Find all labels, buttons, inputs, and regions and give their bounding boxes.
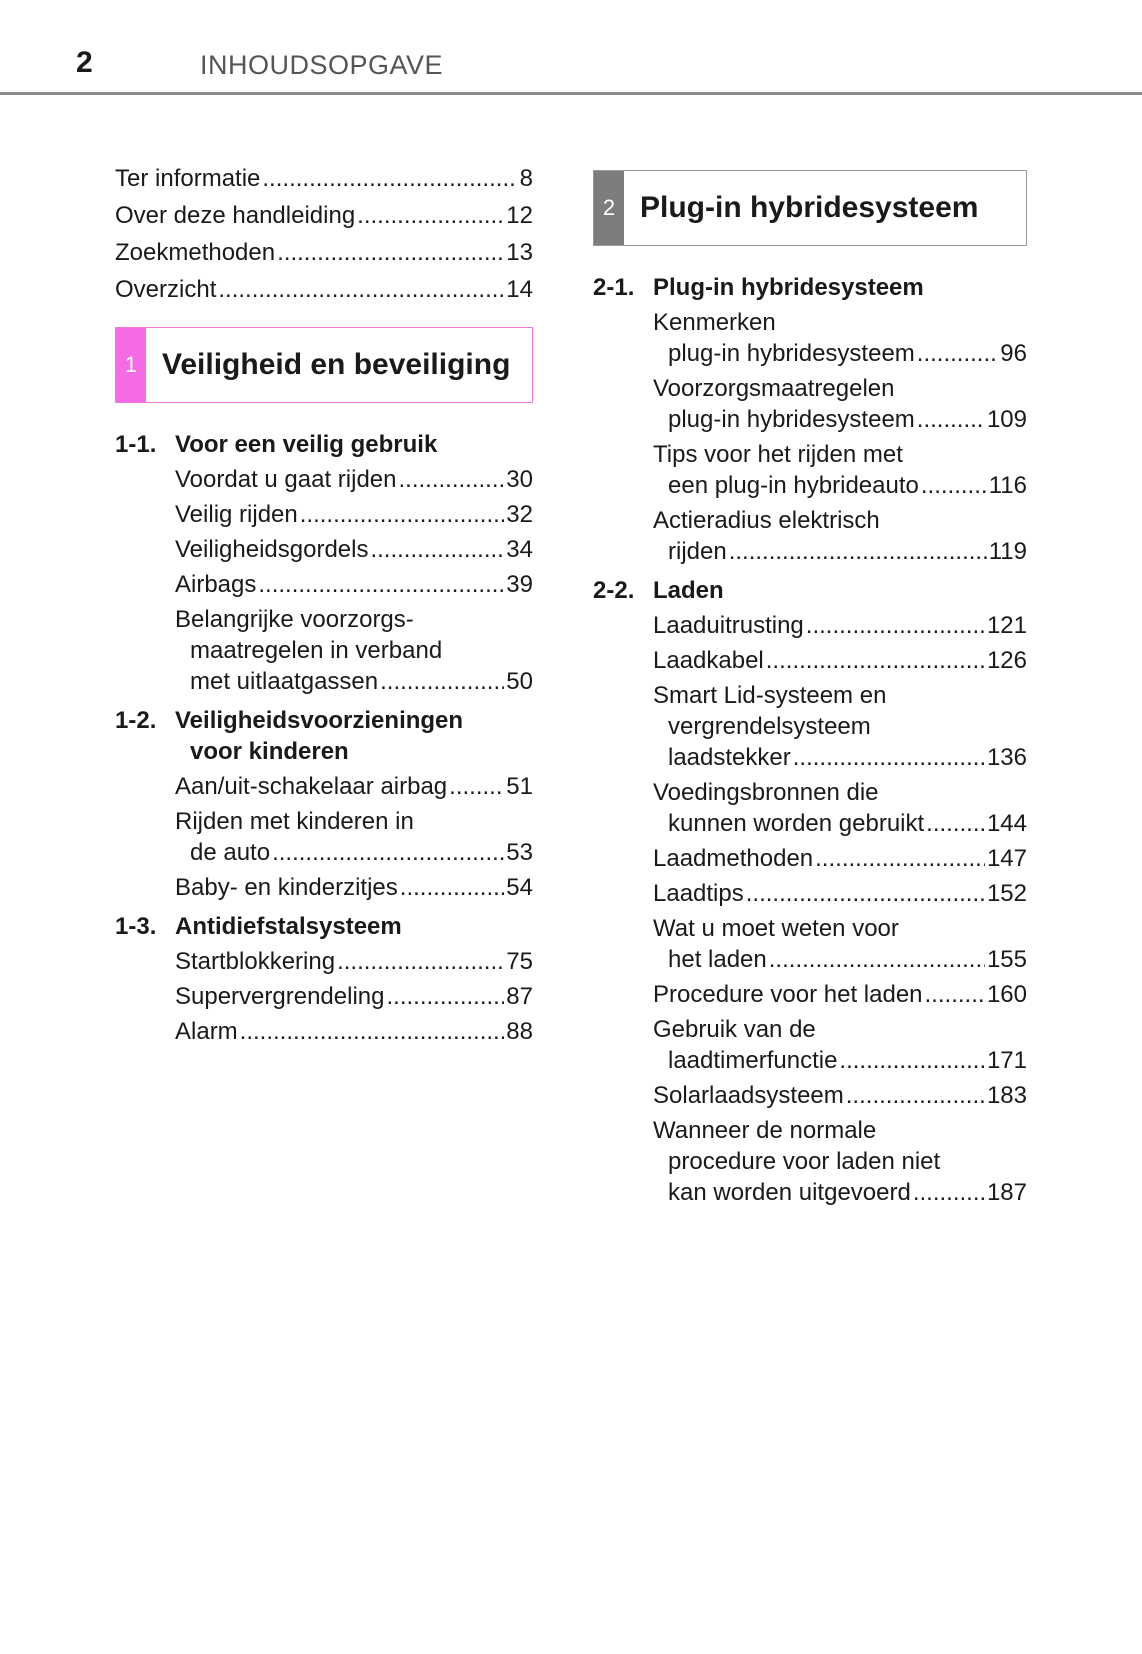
entry-title: de auto bbox=[190, 839, 271, 866]
section-number: 1-2. bbox=[115, 707, 157, 734]
section-title-line: Veiligheidsvoorzieningen bbox=[175, 707, 464, 734]
entry-title: Over deze handleiding bbox=[115, 202, 356, 229]
dot-leader bbox=[793, 742, 985, 773]
entry-title: Laadmethoden bbox=[653, 845, 814, 872]
toc-entry[interactable] bbox=[653, 1014, 1027, 1076]
entry-title: plug-in hybridesysteem bbox=[668, 406, 915, 433]
dot-leader bbox=[380, 666, 504, 697]
toc-entry-front[interactable] bbox=[115, 160, 533, 197]
dot-leader bbox=[806, 610, 985, 641]
running-title: INHOUDSOPGAVE bbox=[200, 50, 444, 80]
toc-section bbox=[115, 911, 533, 1047]
entry-title: kunnen worden gebruikt bbox=[668, 810, 925, 837]
entry-leader-line bbox=[653, 843, 1027, 874]
entry-leader-line bbox=[653, 742, 1027, 773]
entry-page: 53 bbox=[506, 839, 533, 866]
entry-title: Veiligheidsgordels bbox=[175, 536, 369, 563]
entry-title-line: Voedingsbronnen die bbox=[653, 779, 879, 806]
dot-leader bbox=[746, 878, 985, 909]
chapter-number-tab: 2 bbox=[594, 171, 624, 245]
entry-page: 160 bbox=[986, 981, 1027, 1008]
left-column bbox=[115, 160, 533, 1047]
dot-leader bbox=[925, 979, 985, 1010]
entry-page: 50 bbox=[506, 668, 533, 695]
entry-page: 119 bbox=[988, 538, 1027, 565]
dot-leader bbox=[258, 569, 504, 600]
entry-page: 54 bbox=[506, 874, 533, 901]
section-heading[interactable] bbox=[115, 429, 533, 460]
entry-page: 187 bbox=[986, 1179, 1027, 1206]
toc-entry[interactable] bbox=[653, 439, 1027, 501]
toc-entry[interactable] bbox=[653, 373, 1027, 435]
entry-leader-line bbox=[653, 536, 1027, 567]
section-number: 2-2. bbox=[593, 577, 635, 604]
entry-page: 39 bbox=[506, 571, 533, 598]
chapter-1-sections bbox=[115, 429, 533, 1047]
entry-leader-line bbox=[175, 872, 533, 903]
toc-entry[interactable] bbox=[653, 505, 1027, 567]
entry-leader-line bbox=[653, 979, 1027, 1010]
entry-page: 32 bbox=[506, 501, 533, 528]
entry-page: 75 bbox=[506, 948, 533, 975]
section-title-line: Laden bbox=[653, 577, 724, 604]
section-heading[interactable] bbox=[593, 575, 1027, 606]
entry-title-line: vergrendelsysteem bbox=[668, 713, 871, 740]
section-entries bbox=[115, 464, 533, 697]
toc-entry[interactable] bbox=[653, 913, 1027, 975]
entry-title: Startblokkering bbox=[175, 948, 336, 975]
entry-page: 88 bbox=[506, 1018, 533, 1045]
entry-title: laadtimerfunctie bbox=[668, 1047, 838, 1074]
entry-page: 171 bbox=[986, 1047, 1027, 1074]
entry-leader-line bbox=[175, 771, 533, 802]
entry-page: 51 bbox=[506, 773, 533, 800]
entry-title-line: Gebruik van de bbox=[653, 1016, 816, 1043]
entry-title: Aan/uit-schakelaar airbag bbox=[175, 773, 448, 800]
entry-page: 14 bbox=[506, 276, 533, 303]
header-rule bbox=[0, 92, 1142, 95]
dot-leader bbox=[399, 464, 505, 495]
toc-entry[interactable] bbox=[653, 307, 1027, 369]
entry-title-line: Tips voor het rijden met bbox=[653, 441, 903, 468]
toc-entry[interactable] bbox=[653, 645, 1027, 676]
entry-leader-line bbox=[653, 944, 1027, 975]
toc-entry[interactable] bbox=[653, 680, 1027, 773]
entry-leader-line bbox=[175, 534, 533, 565]
section-entries bbox=[593, 307, 1027, 567]
section-title bbox=[653, 575, 1027, 606]
toc-entry[interactable] bbox=[653, 1080, 1027, 1111]
section-entries bbox=[115, 946, 533, 1047]
entry-leader-line bbox=[175, 666, 533, 697]
entry-title: kan worden uitgevoerd bbox=[668, 1179, 911, 1206]
chapter-1-heading[interactable] bbox=[115, 327, 533, 403]
toc-entry-front[interactable] bbox=[115, 271, 533, 308]
entry-title: een plug-in hybrideauto bbox=[668, 472, 919, 499]
toc-section bbox=[593, 575, 1027, 1208]
dot-leader bbox=[272, 837, 504, 868]
dot-leader bbox=[300, 499, 505, 530]
entry-title: plug-in hybridesysteem bbox=[668, 340, 915, 367]
entry-title: rijden bbox=[668, 538, 727, 565]
toc-entry[interactable] bbox=[175, 569, 533, 600]
page-header bbox=[0, 0, 1142, 98]
toc-section bbox=[593, 272, 1027, 567]
toc-section bbox=[115, 705, 533, 903]
entry-page: 126 bbox=[986, 647, 1027, 674]
entry-title-line: Voorzorgsmaatregelen bbox=[653, 375, 895, 402]
entry-leader-line bbox=[653, 470, 1027, 501]
entry-title-line: Smart Lid-systeem en bbox=[653, 682, 887, 709]
chapter-title: Veiligheid en beveiliging bbox=[162, 348, 511, 381]
toc-entry[interactable] bbox=[653, 777, 1027, 839]
toc-entry[interactable] bbox=[653, 1115, 1027, 1208]
toc-entry-front[interactable] bbox=[115, 197, 533, 234]
entry-page: 121 bbox=[986, 612, 1027, 639]
entry-title: Baby- en kinderzitjes bbox=[175, 874, 398, 901]
entry-page: 155 bbox=[986, 946, 1027, 973]
dot-leader bbox=[917, 404, 985, 435]
section-title-line: Antidiefstalsysteem bbox=[175, 913, 402, 940]
section-title-line: Plug-in hybridesysteem bbox=[653, 274, 924, 301]
entry-leader-line bbox=[653, 645, 1027, 676]
entry-leader-line bbox=[653, 878, 1027, 909]
dot-leader bbox=[262, 160, 517, 197]
dot-leader bbox=[926, 808, 985, 839]
section-title bbox=[175, 429, 533, 460]
entry-page: 136 bbox=[986, 744, 1027, 771]
dot-leader bbox=[386, 981, 504, 1012]
entry-page: 183 bbox=[986, 1082, 1027, 1109]
entry-page: 13 bbox=[506, 239, 533, 266]
toc-entry[interactable] bbox=[653, 979, 1027, 1010]
section-heading[interactable] bbox=[593, 272, 1027, 303]
toc-entry[interactable] bbox=[175, 464, 533, 495]
entry-leader-line bbox=[653, 610, 1027, 641]
dot-leader bbox=[277, 234, 504, 271]
entry-leader-line bbox=[175, 837, 533, 868]
entry-title-line: Wat u moet weten voor bbox=[653, 915, 899, 942]
entry-page: 152 bbox=[986, 880, 1027, 907]
entry-page: 144 bbox=[986, 810, 1027, 837]
entry-title-line: Kenmerken bbox=[653, 309, 776, 336]
entry-leader-line bbox=[175, 499, 533, 530]
entry-title-line: Rijden met kinderen in bbox=[175, 808, 414, 835]
dot-leader bbox=[766, 645, 985, 676]
section-title bbox=[175, 705, 533, 767]
section-heading[interactable] bbox=[115, 705, 533, 767]
dot-leader bbox=[846, 1080, 985, 1111]
toc-entry[interactable] bbox=[653, 843, 1027, 874]
entry-title: laadstekker bbox=[668, 744, 791, 771]
entry-leader-line bbox=[653, 1177, 1027, 1208]
entry-page: 8 bbox=[519, 165, 533, 192]
section-heading[interactable] bbox=[115, 911, 533, 942]
entry-title: Voordat u gaat rijden bbox=[175, 466, 397, 493]
dot-leader bbox=[449, 771, 504, 802]
entry-leader-line bbox=[653, 1080, 1027, 1111]
entry-page: 96 bbox=[1000, 340, 1027, 367]
entry-page: 87 bbox=[506, 983, 533, 1010]
entry-title-line: procedure voor laden niet bbox=[668, 1148, 941, 1175]
front-matter-list bbox=[115, 160, 533, 308]
entry-title: Overzicht bbox=[115, 276, 217, 303]
toc-entry[interactable] bbox=[175, 981, 533, 1012]
dot-leader bbox=[815, 843, 985, 874]
entry-leader-line bbox=[653, 808, 1027, 839]
entry-leader-line bbox=[175, 946, 533, 977]
entry-title: Airbags bbox=[175, 571, 257, 598]
section-title-line: voor kinderen bbox=[190, 738, 349, 765]
section-title bbox=[653, 272, 1027, 303]
entry-title-line: Belangrijke voorzorgs- bbox=[175, 606, 414, 633]
dot-leader bbox=[357, 197, 504, 234]
toc-entry[interactable] bbox=[175, 946, 533, 977]
entry-title: Ter informatie bbox=[115, 165, 261, 192]
entry-title: Laadtips bbox=[653, 880, 744, 907]
toc-entry[interactable] bbox=[175, 604, 533, 697]
dot-leader bbox=[917, 338, 999, 369]
toc-entry[interactable] bbox=[175, 1016, 533, 1047]
dot-leader bbox=[240, 1016, 505, 1047]
entry-page: 30 bbox=[506, 466, 533, 493]
section-title bbox=[175, 911, 533, 942]
entry-page: 34 bbox=[506, 536, 533, 563]
entry-leader-line bbox=[653, 404, 1027, 435]
dot-leader bbox=[921, 470, 987, 501]
section-title-line: Voor een veilig gebruik bbox=[175, 431, 438, 458]
entry-leader-line bbox=[653, 1045, 1027, 1076]
entry-leader-line bbox=[175, 464, 533, 495]
section-number: 2-1. bbox=[593, 274, 635, 301]
entry-title-line: maatregelen in verband bbox=[190, 637, 443, 664]
section-entries bbox=[115, 771, 533, 903]
dot-leader bbox=[337, 946, 504, 977]
chapter-2-heading[interactable] bbox=[593, 170, 1027, 246]
toc-entry-front[interactable] bbox=[115, 234, 533, 271]
dot-leader bbox=[370, 534, 504, 565]
entry-title: Zoekmethoden bbox=[115, 239, 276, 266]
toc-entry[interactable] bbox=[175, 771, 533, 802]
chapter-2-sections bbox=[593, 272, 1027, 1208]
entry-title: het laden bbox=[668, 946, 767, 973]
entry-title: met uitlaatgassen bbox=[190, 668, 379, 695]
toc-entry[interactable] bbox=[175, 806, 533, 868]
dot-leader bbox=[913, 1177, 985, 1208]
page-number: 2 bbox=[76, 46, 93, 79]
entry-title-line: Actieradius elektrisch bbox=[653, 507, 880, 534]
section-entries bbox=[593, 610, 1027, 1208]
entry-page: 147 bbox=[986, 845, 1027, 872]
entry-title: Procedure voor het laden bbox=[653, 981, 923, 1008]
entry-page: 116 bbox=[988, 472, 1027, 499]
toc-entry[interactable] bbox=[175, 499, 533, 530]
chapter-number-tab: 1 bbox=[116, 328, 146, 402]
entry-leader-line bbox=[175, 569, 533, 600]
right-column bbox=[593, 170, 1027, 1208]
entry-title: Laadkabel bbox=[653, 647, 764, 674]
entry-title: Alarm bbox=[175, 1018, 238, 1045]
dot-leader bbox=[400, 872, 505, 903]
entry-page: 109 bbox=[986, 406, 1027, 433]
entry-leader-line bbox=[175, 981, 533, 1012]
entry-title: Veilig rijden bbox=[175, 501, 298, 528]
toc-entry[interactable] bbox=[653, 610, 1027, 641]
entry-page: 12 bbox=[506, 202, 533, 229]
toc-entry[interactable] bbox=[175, 534, 533, 565]
chapter-title: Plug-in hybridesysteem bbox=[640, 191, 979, 224]
toc-section bbox=[115, 429, 533, 697]
entry-title: Supervergrendeling bbox=[175, 983, 385, 1010]
entry-leader-line bbox=[175, 1016, 533, 1047]
section-number: 1-3. bbox=[115, 913, 157, 940]
toc-entry[interactable] bbox=[175, 872, 533, 903]
dot-leader bbox=[839, 1045, 985, 1076]
entry-title: Laaduitrusting bbox=[653, 612, 804, 639]
entry-title: Solarlaadsysteem bbox=[653, 1082, 844, 1109]
dot-leader bbox=[769, 944, 985, 975]
entry-leader-line bbox=[653, 338, 1027, 369]
section-number: 1-1. bbox=[115, 431, 157, 458]
toc-entry[interactable] bbox=[653, 878, 1027, 909]
dot-leader bbox=[729, 536, 987, 567]
dot-leader bbox=[218, 271, 504, 308]
entry-title-line: Wanneer de normale bbox=[653, 1117, 877, 1144]
